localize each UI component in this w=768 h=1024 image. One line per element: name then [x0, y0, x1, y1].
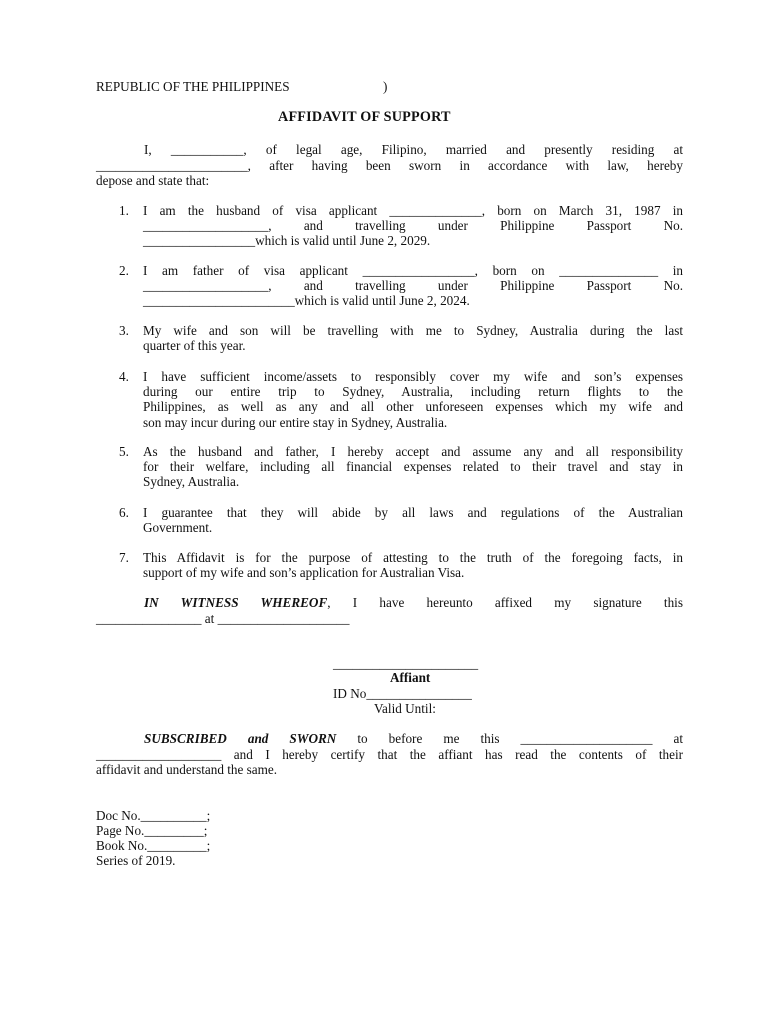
page-number: Page No._________; [96, 823, 208, 838]
list-item-line: I guarantee that they will abide by all laws and regulations of the Australian [143, 505, 683, 520]
list-item-line: support of my wife and son’s application for Australian Visa. [143, 565, 465, 581]
witness-line-2: ________________ at ____________________ [96, 611, 350, 626]
list-item-line: _________________which is valid until June 2, 2029. [143, 233, 431, 249]
list-item-text [143, 550, 683, 580]
intro-line-1: I, ___________, of legal age, Filipino, married and presently residing at [144, 142, 683, 157]
list-item-number: 7. [119, 550, 129, 565]
witness-line-1 [144, 595, 683, 610]
list-item-number: 3. [119, 323, 129, 338]
signature-line: ______________________ [333, 656, 479, 671]
list-item-number: 2. [119, 263, 129, 278]
list-item-number: 6. [119, 505, 129, 520]
witness-lead: IN WITNESS WHEREOF [144, 595, 328, 610]
venue-paren: ) [383, 79, 388, 94]
list-item-text [143, 203, 683, 249]
list-item-line: My wife and son will be travelling with me to Sydney, Australia during the last [143, 323, 683, 338]
list-item-line: Sydney, Australia. [143, 474, 240, 490]
list-item-text [143, 444, 683, 490]
valid-until-line: Valid Until: [374, 701, 436, 716]
republic-line: REPUBLIC OF THE PHILIPPINES [96, 79, 290, 94]
series-year: Series of 2019. [96, 853, 176, 868]
list-item-line: ___________________, and travelling under Philippine Passport No. [143, 218, 683, 234]
intro-line-2: _______________________, after having been sworn in accordance with law, hereby [96, 158, 683, 173]
list-item-line: ___________________, and travelling under Philippine Passport No. [143, 278, 683, 294]
affiant-label: Affiant [390, 670, 431, 685]
list-item-line: I am father of visa applicant _________________, born on _______________ in [143, 263, 683, 278]
list-item-number: 1. [119, 203, 129, 218]
list-item-text [143, 369, 683, 430]
list-item-line: _______________________which is valid until June 2, 2024. [143, 293, 470, 309]
list-item-line: during our entire trip to Sydney, Australia, including return flights to the [143, 384, 683, 400]
sworn-lead: SUBSCRIBED and SWORN [144, 731, 337, 746]
list-item-number: 4. [119, 369, 129, 384]
sworn-line-3: affidavit and understand the same. [96, 762, 278, 777]
doc-number: Doc No.__________; [96, 808, 211, 823]
list-item-line: quarter of this year. [143, 338, 246, 354]
list-item-line: As the husband and father, I hereby accept and assume any and all responsibility [143, 444, 683, 459]
sworn-line-1 [144, 731, 683, 746]
id-number-line: ID No________________ [333, 686, 472, 701]
sworn-line-2: ___________________ and I hereby certify that the affiant has read the contents of their [96, 747, 683, 762]
list-item-line: This Affidavit is for the purpose of attesting to the truth of the foregoing facts, in [143, 550, 683, 565]
list-item-text [143, 263, 683, 309]
list-item-line: I have sufficient income/assets to responsibly cover my wife and son’s expenses [143, 369, 683, 384]
list-item-text [143, 505, 683, 535]
witness-rest: , I have hereunto affixed my signature this [327, 595, 683, 610]
list-item-number: 5. [119, 444, 129, 459]
sworn-rest: to before me this ____________________ at [336, 731, 683, 746]
book-number: Book No._________; [96, 838, 211, 853]
list-item-line: Philippines, as well as any and all other unforeseen expenses which my wife and [143, 399, 683, 415]
document-title: AFFIDAVIT OF SUPPORT [278, 109, 451, 125]
list-item-text [143, 323, 683, 353]
list-item-line: Government. [143, 520, 213, 536]
list-item-line: son may incur during our entire stay in Sydney, Australia. [143, 414, 448, 430]
list-item-line: for their welfare, including all financial expenses related to their travel and stay in [143, 459, 683, 475]
intro-line-3: depose and state that: [96, 173, 210, 188]
list-item-line: I am the husband of visa applicant ______________, born on March 31, 1987 in [143, 203, 683, 218]
